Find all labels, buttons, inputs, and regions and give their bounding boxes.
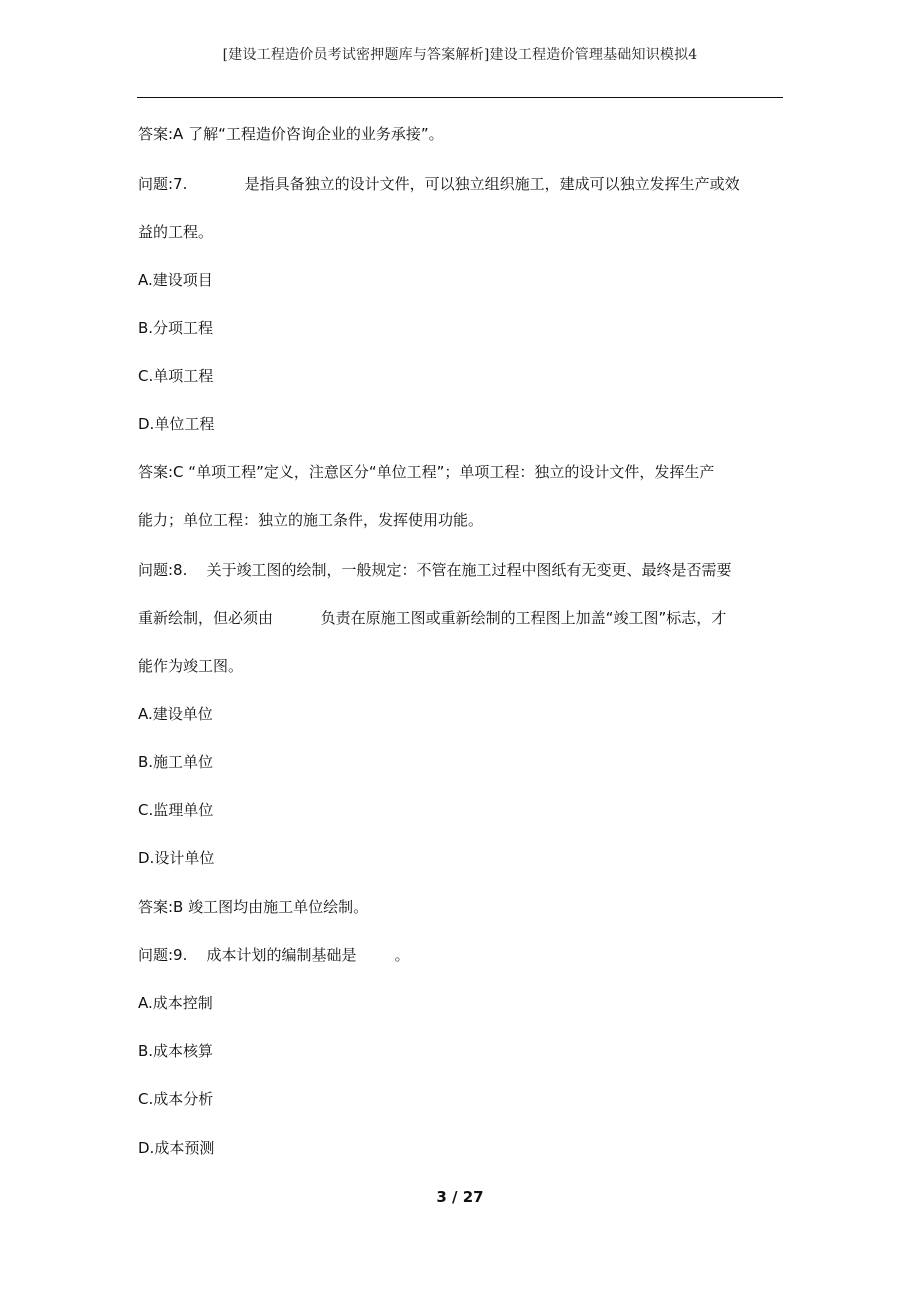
question-8-option-c: C.监理单位 <box>138 801 214 819</box>
answer-8: 答案:B 竣工图均由施工单位绘制。 <box>138 898 369 916</box>
question-7-text-line2: 益的工程。 <box>138 223 214 241</box>
answer-6: 答案:A 了解“工程造价咨询企业的业务承接”。 <box>138 125 444 143</box>
question-7-text-line1: 问题:7. 是指具备独立的设计文件，可以独立组织施工，建成可以独立发挥生产或效 <box>138 175 740 193</box>
question-8-text-line1: 问题:8. 关于竣工图的绘制，一般规定：不管在施工过程中图纸有无变更、最终是否需要 <box>138 561 732 579</box>
question-9-option-a: A.成本控制 <box>138 994 213 1012</box>
question-7-option-b: B.分项工程 <box>138 319 214 337</box>
page-number: 3 / 27 <box>436 1188 484 1206</box>
question-8-text-line3: 能作为竣工图。 <box>138 657 244 675</box>
question-9-option-d: D.成本预测 <box>138 1139 215 1157</box>
question-7-option-c: C.单项工程 <box>138 367 214 385</box>
question-8-option-d: D.设计单位 <box>138 849 215 867</box>
question-7-option-a: A.建设项目 <box>138 271 213 289</box>
question-9-option-b: B.成本核算 <box>138 1042 214 1060</box>
answer-7-line2: 能力；单位工程：独立的施工条件，发挥使用功能。 <box>138 511 484 529</box>
question-7-option-d: D.单位工程 <box>138 415 215 433</box>
question-8-text-line2: 重新绘制，但必须由 负责在原施工图或重新绘制的工程图上加盖“竣工图”标志，才 <box>138 609 727 627</box>
header-divider <box>137 97 783 98</box>
question-8-option-b: B.施工单位 <box>138 753 214 771</box>
question-9-text: 问题:9. 成本计划的编制基础是 。 <box>138 946 410 964</box>
page-header-title: [建设工程造价员考试密押题库与答案解析]建设工程造价管理基础知识模拟4 <box>222 47 698 63</box>
answer-7-line1: 答案:C “单项工程”定义，注意区分“单位工程”；单项工程：独立的设计文件，发挥生产 <box>138 463 715 481</box>
question-9-option-c: C.成本分析 <box>138 1090 214 1108</box>
question-8-option-a: A.建设单位 <box>138 705 213 723</box>
